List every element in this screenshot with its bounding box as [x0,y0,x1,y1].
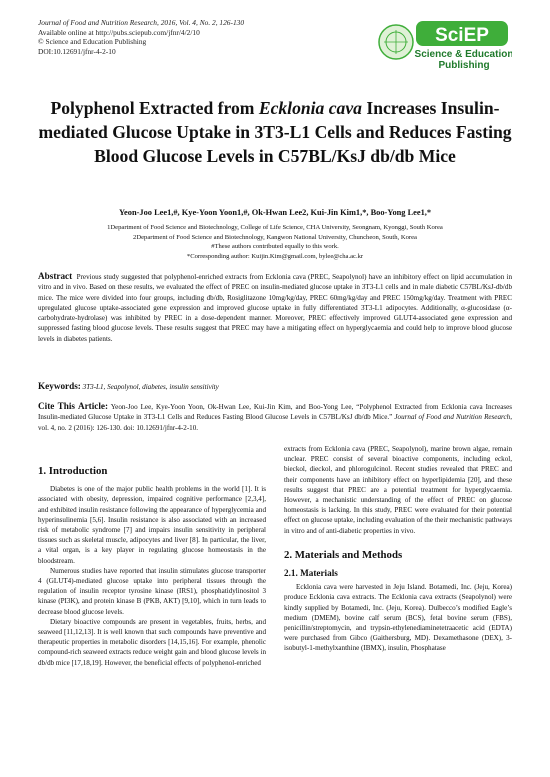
materials-paragraph: Ecklonia cava were harvested in Jeju Island. Botamedi, Inc. (Jeju, Korea) produce Ecklonia cava extracts. The Ecklonia cava extracts (Seapolynol) were kindly supplied by Botamedi, Inc. (Jeju, Korea). Dulbecco’s modified Eagle’s medium (DMEM), bovine calf serum (BCS), fetal bovine serum (FBS), penicillin/streptomycin, and trypsin-ethylenediaminetetraacetic acid (EDTA) were purchased from Gibco (Gaithersburg, MD). Dexamethasone (DEX), 3-isobutyl-1-methylxanthine (IBMX), insulin, Phosphatase [284,583,512,653]
article-title [30,96,520,168]
doi-line[interactable]: DOI:10.12691/jfnr-4-2-10 [38,46,116,56]
journal-url-line[interactable]: Available online at http://pubs.sciepub.com/jfnr/4/2/10 [38,27,200,37]
citation-block [38,401,512,433]
logo-brand-text: SciEP [435,25,489,46]
cite-label: Cite This Article: [38,401,109,411]
logo-line1-text: Science & Education [414,49,512,60]
cite-text-1: Yeon-Joo Lee, Kye-Yoon Yoon, Ok-Hwan Lee, Kui-Jin Kim, and Boo-Yong Lee, “Polyphenol Extracted from Ecklonia cava Increases Insulin-mediated Glucose Uptake in 3T3-L1 Cells and Reduces Fasting Blood Glucose Levels in C57BL/KsJ db/db Mice.” [38,403,513,422]
abstract [38,271,512,344]
sciep-logo [376,18,512,70]
section-heading-methods: 2. Materials and Methods [284,548,403,561]
journal-citation-line: Journal of Food and Nutrition Research, 2016, Vol. 4, No. 2, 126-130 [38,18,245,27]
subsection-heading-materials: 2.1. Materials [284,568,338,579]
intro-paragraph-3: Dietary bioactive compounds are present in vegetables, fruits, herbs, and seaweed [11,12,13]. It is well known that such compounds have preventive and therapeutic properties in metabolic disorders [14,15,16]. For example, phenolic compound-rich seaweed extracts reduce weight gain and blood glucose levels in db/db mice [17,18,19]. However, the beneficial effects of polyphenol-enriched [38,617,266,667]
intro-paragraph-4: extracts from Ecklonia cava (PREC, Seapolynol), marine brown algae, remain unclear. PREC consist of several bioactive components, including eckol, bieckol, dieckol, and phlorogulcinol. Recent studies revealed that PREC and their components have an inhibitory effect on hyperlipidemia [20], and these results suggest that PREC are a potential treatment for hyperglycaemia. However, a mechanistic understanding of the effect of PREC on glucose homeostasis is lacking. In this study, PREC were evaluated for their potential effect on glucose uptake, including evaluation of the their mechanistic pathways in vitro and of anti-diabetic properties in vivo. [284,445,512,535]
left-column [38,452,266,668]
sciep-logo-graphic [376,18,512,70]
intro-paragraph-1: Diabetes is one of the major public health problems in the world [1]. It is associated with obesity, depression, impaired cognitive performance [2,3,4], and exhibited insulin resistance following the appearance of hyperglycemia and hyperinsulinemia [5,6]. Insulin resistance is also associated with an increased risk of metabolic syndrome [7] and impairs insulin sensitivity in peripheral tissues such as skeletal muscle, adipocytes and liver [8]. In particular, the liver, a vital organ, is a key player in regulating glucose homeostasis in the bloodstream. [38,485,266,565]
section-heading-introduction: 1. Introduction [38,465,108,477]
author-list: Yeon-Joo Lee1,#, Kye-Yoon Yoon1,#, Ok-Hwan Lee2, Kui-Jin Kim1,*, Boo-Yong Lee1,* [118,208,432,217]
keywords-text: 3T3-L1, Seapolynol, diabetes, insulin sensitivity [82,383,219,391]
copyright-line: © Science and Education Publishing [38,37,147,47]
corresponding-author[interactable]: *Corresponding author: Kuijin.Kim@gmail.com, bylee@cha.ac.kr [186,252,364,260]
cite-text-2: , vol. 4, no. 2 (2016): 126-130. doi: 10.12691/jfnr-4-2-10. [38,413,512,432]
intro-paragraph-2: Numerous studies have reported that insulin stimulates glucose transporter 4 (GLUT4)-mediated glucose uptake into peripheral tissues through the regulation of insulin receptor tyrosine kinase (IRS1), phosphatidylinositol 3 kinase (PI3K), and protein kinase B (PKB, AKT) [9,10], which in turn leads to decrease blood glucose levels. [38,566,266,616]
abstract-text: Previous study suggested that polyphenol-enriched extracts from Ecklonia cava (PREC, Seapolynol) have an inhibitory effect on lipid accumulation in vitro and in vivo. Based on these results, we evaluated the effect of PREC on insulin-mediated glucose uptake in 3T3-L1 cells and in male diabetic C57BL/KsJ-db/db mice. The mice were divided into four groups, including db/db, Rosiglitazone 10mg/kg/day, PREC 60mg/kg/day and PREC 150mg/kg/day. Treatment with PREC upregulated glucose uptake-associated gene expression and improved glucose uptake in fully differentiated 3T3-L1 adipocytes. Additionally, α-glucosidase (α-carbohydrate-hydrolase) was inhibited by PREC in a dose-dependent manner. Moreover, PREC effectively improved GLUT4-associated gene expression and suppressed fasting blood glucose levels. These results suggest that PREC may have a mitigating effect on hyperglycaemia and could help to improve blood glucose levels in diabetes patients. [38,273,512,343]
cite-journal: Journal of Food and Nutrition Research [394,413,511,422]
keywords [38,381,512,391]
equal-contribution-note: #These authors contributed equally to this work. [211,243,339,251]
keywords-label: Keywords: [38,381,81,391]
title-part-2: Increases Insulin-mediated Glucose Uptake in 3T3-L1 Cells and Reduces Fasting Blood Glucose Levels in C57BL/KsJ db/db Mice [38,98,512,166]
abstract-label: Abstract [38,271,73,281]
affiliation-1: 1Department of Food Science and Biotechnology, College of Life Science, CHA University, Seongnam, Kyonggi, South Korea [107,224,443,231]
journal-header [38,18,244,56]
title-part-1: Polyphenol Extracted from [50,98,259,118]
title-species: Ecklonia cava [258,98,362,118]
logo-line2-text: Publishing [438,60,490,70]
affiliation-2: 2Department of Food Science and Biotechnology, Kangwon National University, Chuncheon, South, Korea [133,233,417,241]
right-column [284,444,512,654]
affiliations [30,223,520,261]
